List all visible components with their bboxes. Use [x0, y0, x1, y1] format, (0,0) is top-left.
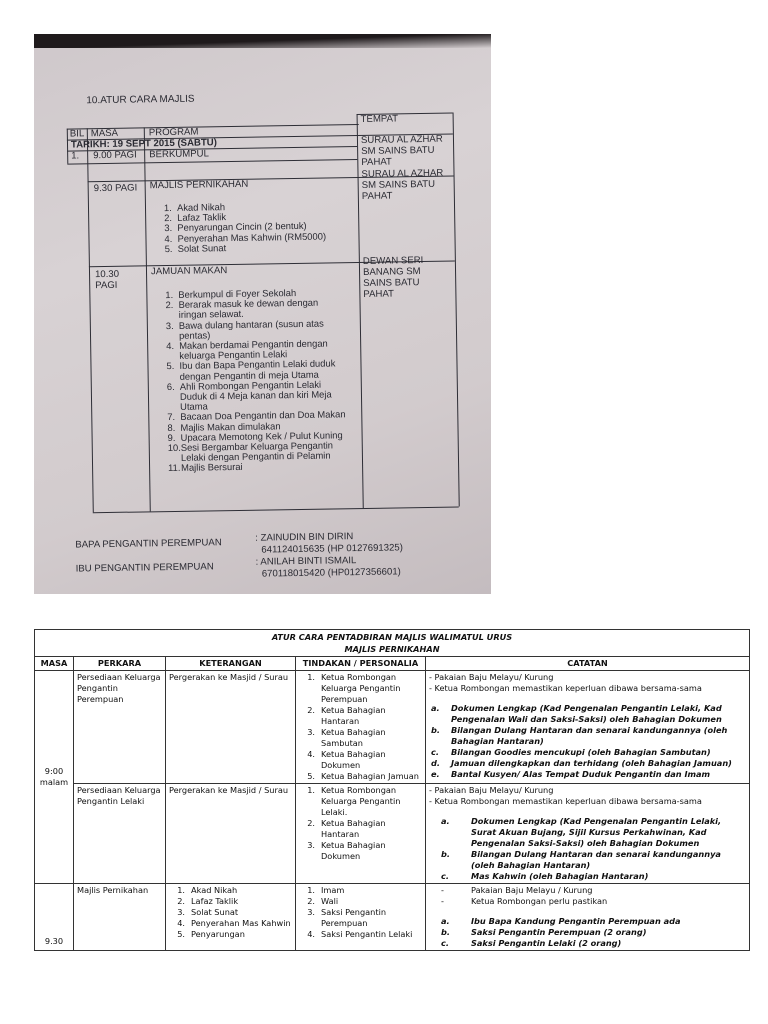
row2-item: 4. Penyerahan Mas Kahwin (RM5000) [164, 230, 327, 244]
header-row [35, 657, 750, 671]
catatan-item: c. Saksi Pengantin Lelaki (2 orang) [441, 938, 622, 948]
tindakan-item: 1. Imam [307, 885, 345, 895]
catatan-list [429, 703, 746, 780]
row3-item: Lelaki dengan Pengantin di Pelamin [180, 449, 331, 464]
keterangan-cell: Pergerakan ke Masjid / Surau [166, 671, 296, 784]
keterangan-item: 5. Penyarungan [177, 929, 245, 939]
row3-item: 3. Bawa dulang hantaran (susun atas [165, 317, 324, 331]
row3-program: JAMUAN MAKAN [150, 265, 228, 278]
catatan-cell [426, 784, 750, 884]
catatan-dash-item: - Pakaian Baju Melayu / Kurung [441, 885, 593, 895]
row1-program: BERKUMPUL [149, 148, 209, 161]
row3-item: 4. Makan berdamai Pengantin dengan [166, 337, 328, 352]
grid-line [93, 506, 459, 513]
tindakan-item: 5. Ketua Bahagian Jamuan [307, 771, 419, 781]
grid-line [453, 113, 460, 507]
bapa-label: BAPA PENGANTIN PEREMPUAN [75, 537, 222, 551]
tindakan-item: 2. Wali [307, 896, 339, 906]
row3-item: pentas) [178, 329, 211, 341]
row3-item: iringan selawat. [178, 308, 244, 321]
table-title-line-1: ATUR CARA PENTADBIRAN MAJLIS WALIMATUL URUS [271, 632, 513, 642]
row2-tempat-3: PAHAT [361, 190, 393, 202]
tindakan-item: 1. Ketua Rombongan Keluarga Pengantin Perempuan [307, 672, 401, 704]
table-row [35, 884, 750, 951]
row3-tempat-3: SAINS BATU [363, 277, 420, 289]
bapa-ic: 641124015635 (HP 0127691325) [261, 542, 404, 556]
col-header-perkara: PERKARA [74, 657, 166, 671]
catatan-line: - Pakaian Baju Melayu/ Kurung [429, 672, 554, 682]
keterangan-item: 1. Akad Nikah [177, 885, 238, 895]
tindakan-item: 3. Saksi Pengantin Perempuan [307, 907, 387, 928]
row1-bil: 1. [71, 150, 80, 162]
catatan-item: c. Bilangan Goodies mencukupi (oleh Bahagian Sambutan) [431, 747, 711, 757]
program-table [34, 629, 749, 951]
col-header-keterangan: KETERANGAN [166, 657, 296, 671]
ibu-ic: 670118015420 (HP0127356601) [261, 566, 401, 580]
tindakan-list [299, 885, 422, 940]
bapa-name: : ZAINUDIN BIN DIRIN [255, 531, 354, 544]
keterangan-cell: Pergerakan ke Masjid / Surau [166, 784, 296, 884]
row2-item: 1. Akad Nikah [163, 201, 226, 214]
row2-item: 3. Penyarungan Cincin (2 bentuk) [164, 220, 307, 234]
catatan-item: e. Bantal Kusyen/ Alas Tempat Duduk Pengantin dan Imam [431, 769, 711, 779]
catatan-item: b. Saksi Pengantin Perempuan (2 orang) [441, 927, 647, 937]
administration-table [34, 629, 750, 951]
grid-line [67, 129, 69, 164]
row3-item: 9. Upacara Memotong Kek / Pulut Kuning [167, 429, 343, 443]
masa-cell [35, 884, 74, 951]
row2-item-list [164, 201, 326, 255]
keterangan-item: 2. Lafaz Taklik [177, 896, 239, 906]
row3-tempat-2: BANANG SM [362, 266, 421, 278]
keterangan-item: 4. Penyerahan Mas Kahwin [177, 918, 291, 928]
perkara-cell: Persediaan Keluarga Pengantin Perempuan [74, 671, 166, 784]
catatan-line: - Ketua Rombongan memastikan keperluan dibawa bersama-sama [429, 796, 702, 806]
tindakan-cell [296, 784, 426, 884]
keterangan-cell [166, 884, 296, 951]
row3-item: 10. Sesi Bergambar Keluarga Pengantin [167, 439, 334, 454]
catatan-item: a. Dokumen Lengkap (Kad Pengenalan Pengantin Lelaki, Surat Akuan Bujang, Sijil Kursus Perkahwinan, Kad Pengenalan Saksi-Saksi) oleh Bahagian Dokumen [441, 816, 722, 848]
col-header-masa: MASA [35, 657, 74, 671]
ibu-label: IBU PENGANTIN PEREMPUAN [75, 561, 214, 575]
catatan-item: b. Bilangan Dulang Hantaran dan senarai kandungannya (oleh Bahagian Hantaran) [431, 725, 728, 746]
masa-period: malam [39, 777, 69, 787]
table-title-line-2: MAJLIS PERNIKAHAN [344, 644, 440, 654]
tindakan-item: 2. Ketua Bahagian Hantaran [307, 705, 386, 726]
catatan-dash-list [429, 885, 746, 907]
row3-tempat-4: PAHAT [363, 288, 395, 300]
tindakan-item: 4. Saksi Pengantin Lelaki [307, 929, 413, 939]
catatan-cell [426, 884, 750, 951]
masa-time: 9.30 [44, 936, 64, 946]
tindakan-item: 1. Ketua Rombongan Keluarga Pengantin Lelaki. [307, 785, 401, 817]
row2-tempat-2: SM SAINS BATU [361, 178, 436, 191]
document-photo [34, 34, 491, 594]
row3-item: dengan Pengantin di meja Utama [179, 368, 319, 382]
catatan-dash-item: - Ketua Rombongan perlu pastikan [441, 896, 608, 906]
row3-item: 1. Berkumpul di Foyer Sekolah [165, 287, 297, 301]
table-row [35, 671, 750, 784]
catatan-list [429, 916, 746, 949]
row3-item: 5. Ibu dan Bapa Pengantin Lelaki duduk [166, 357, 336, 372]
row3-item: 8. Majlis Makan dimulakan [167, 419, 281, 433]
keterangan-list [169, 885, 292, 940]
title-row [35, 630, 750, 657]
catatan-item: d. Jamuan dilengkapkan dan terhidang (oleh Bahagian Jamuan) [431, 758, 732, 768]
row2-item: 2. Lafaz Taklik [164, 211, 227, 224]
row3-item: Duduk di 4 Meja kanan dan kiri Meja [179, 388, 332, 402]
section-title: 10.ATUR CARA MAJLIS [86, 93, 195, 107]
catatan-item: a. Ibu Bapa Kandung Pengantin Perempuan ada [441, 916, 681, 926]
keterangan-item: 3. Solat Sunat [177, 907, 239, 917]
col-header-catatan: CATATAN [426, 657, 750, 671]
row3-item: keluarga Pengantin Lelaki [179, 348, 288, 362]
printed-program-sheet [34, 34, 491, 594]
masa-time: 9:00 [44, 766, 64, 776]
row3-masa-2: PAGI [95, 279, 118, 292]
tindakan-item: 3. Ketua Bahagian Dokumen [307, 840, 386, 861]
catatan-item: b. Bilangan Dulang Hantaran dan senarai kandungannya (oleh Bahagian Hantaran) [441, 849, 721, 870]
masa-cell [35, 671, 74, 884]
tindakan-item: 2. Ketua Bahagian Hantaran [307, 818, 386, 839]
row1-masa: 9.00 PAGI [93, 149, 137, 162]
row3-item: 11. Majlis Bersurai [168, 461, 243, 474]
header-tempat: TEMPAT [360, 113, 399, 125]
tindakan-cell [296, 884, 426, 951]
perkara-cell: Majlis Pernikahan [74, 884, 166, 951]
row1-tempat-3: PAHAT [361, 156, 392, 168]
tindakan-list [299, 672, 422, 782]
row2-tempat-1: SURAU AL AZHAR [361, 167, 444, 180]
row3-item: 2. Berarak masuk ke dewan dengan [165, 296, 319, 311]
tindakan-item: 3. Ketua Bahagian Sambutan [307, 727, 386, 748]
row3-masa-1: 10.30 [94, 268, 120, 281]
catatan-item: c. Mas Kahwin (oleh Bahagian Hantaran) [441, 871, 649, 881]
header-program: PROGRAM [148, 126, 199, 139]
catatan-line: - Ketua Rombongan memastikan keperluan dibawa bersama-sama [429, 683, 702, 693]
table-row [35, 784, 750, 884]
tindakan-list [299, 785, 422, 862]
tindakan-cell [296, 671, 426, 784]
catatan-cell [426, 671, 750, 784]
row1-tempat-1: SURAU AL AZHAR [360, 133, 443, 146]
header-masa: MASA [90, 127, 119, 140]
row1-tempat-2: SM SAINS BATU [361, 144, 435, 157]
catatan-list [429, 816, 746, 882]
row3-item: 6. Ahli Rombongan Pengantin Lelaki [166, 378, 322, 392]
catatan-line: - Pakaian Baju Melayu/ Kurung [429, 785, 554, 795]
row2-item: 5. Solat Sunat [164, 241, 227, 254]
date-line: TARIKH: 19 SEPT 2015 (SABTU) [70, 137, 217, 151]
header-bil: BIL [69, 128, 85, 140]
row3-tempat-1: DEWAN SERI [362, 255, 424, 267]
row2-masa: 9.30 PAGI [93, 182, 138, 195]
row3-item: 7. Bacaan Doa Pengantin dan Doa Makan [167, 408, 346, 423]
catatan-item: a. Dokumen Lengkap (Kad Pengenalan Pengantin Lelaki, Kad Pengenalan Wali dan Saksi-Saksi) oleh Bahagian Dokumen [431, 703, 722, 724]
row3-item-list [165, 287, 346, 473]
perkara-cell: Persediaan Keluarga Pengantin Lelaki [74, 784, 166, 884]
table-title [35, 630, 750, 657]
col-header-tindakan: TINDAKAN / PERSONALIA [296, 657, 426, 671]
ibu-name: : ANILAH BINTI ISMAIL [255, 555, 357, 568]
row2-program: MAJLIS PERNIKAHAN [149, 178, 249, 192]
row3-item: Utama [180, 400, 208, 413]
tindakan-item: 4. Ketua Bahagian Dokumen [307, 749, 386, 770]
